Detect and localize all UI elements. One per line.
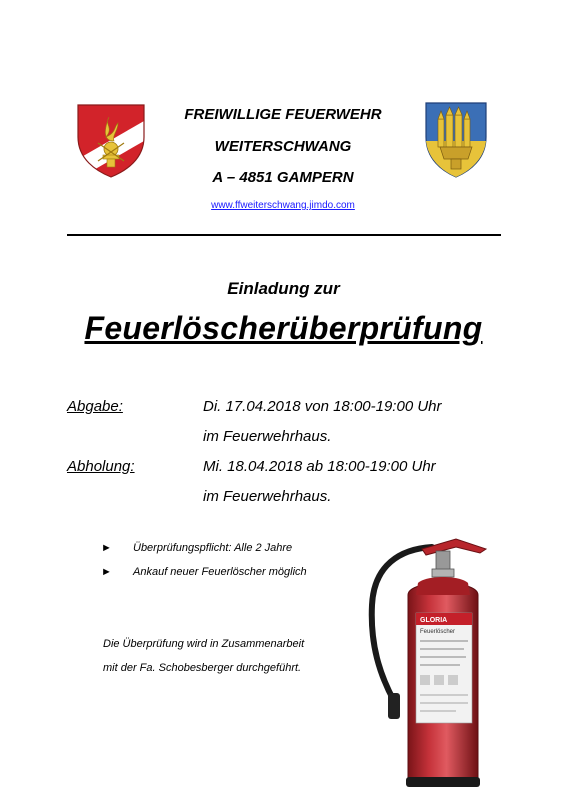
fire-brigade-emblem-icon [76, 103, 146, 179]
extinguisher-brand: GLORIA [420, 617, 448, 624]
schedule-pickup-time: Mi. 18.04.2018 ab 18:00-19:00 Uhr [203, 458, 436, 475]
schedule-label-pickup: Abholung: [67, 458, 135, 475]
note-line2: mit der Fa. Schobesberger durchgeführt. [103, 662, 302, 674]
website-link[interactable]: www.ffweiterschwang.jimdo.com [211, 200, 355, 211]
schedule-dropoff-location: im Feuerwehrhaus. [203, 428, 332, 445]
bullet-marker: ► [101, 566, 112, 578]
invitation-title: Feuerlöscherüberprüfung [84, 310, 483, 346]
note-line1: Die Überprüfung wird in Zusammenarbeit [103, 638, 305, 650]
bullet-item: Überprüfungspflicht: Alle 2 Jahre [133, 542, 293, 554]
schedule-dropoff-time: Di. 17.04.2018 von 18:00-19:00 Uhr [203, 398, 442, 415]
extinguisher-label: Feuerlöscher [420, 629, 456, 635]
municipality-coat-of-arms-icon [424, 101, 488, 179]
bullet-marker: ► [101, 542, 112, 554]
org-name-line2: WEITERSCHWANG [214, 138, 352, 155]
fire-extinguisher-image [360, 525, 530, 795]
schedule-label-dropoff: Abgabe: [67, 398, 123, 415]
invitation-intro: Einladung zur [227, 279, 340, 298]
org-address: A – 4851 GAMPERN [212, 169, 354, 186]
bullet-item: Ankauf neuer Feuerlöscher möglich [133, 566, 307, 578]
schedule-pickup-location: im Feuerwehrhaus. [203, 488, 332, 505]
header-divider [67, 234, 501, 236]
org-name-line1: FREIWILLIGE FEUERWEHR [184, 106, 382, 123]
